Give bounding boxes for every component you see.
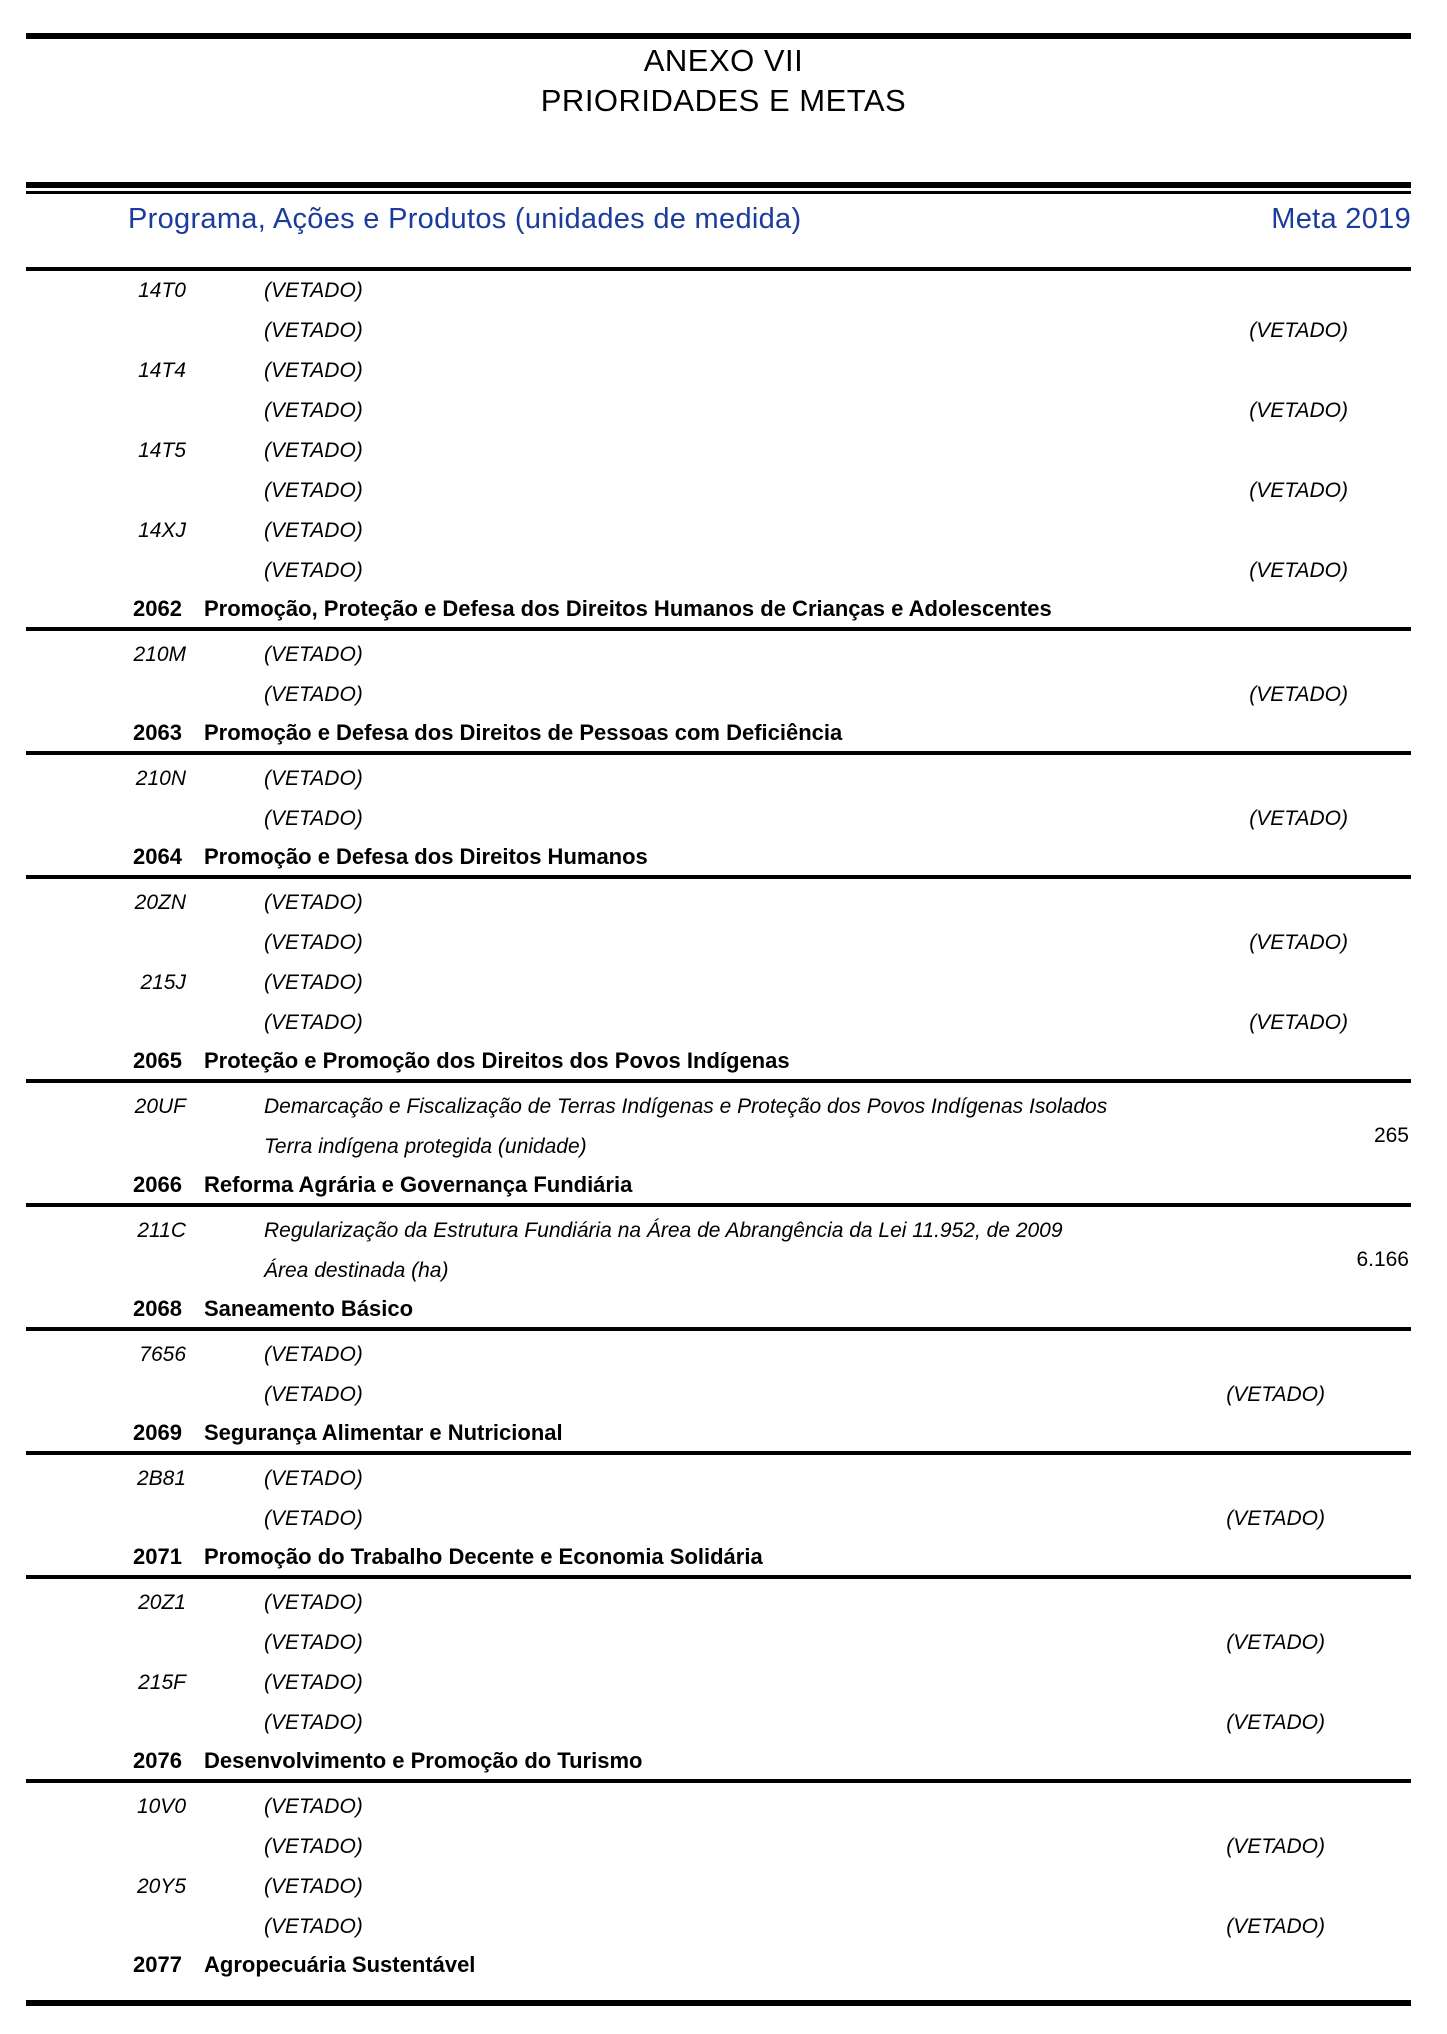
action-description: (VETADO) — [264, 891, 363, 914]
program-row — [26, 715, 1411, 751]
product-row — [26, 1375, 1411, 1415]
product-row — [26, 1003, 1411, 1043]
action-row — [26, 759, 1411, 799]
program-title: Proteção e Promoção dos Direitos dos Povos Indígenas — [204, 1048, 790, 1073]
action-code: 210N — [135, 767, 186, 790]
program-separator-rule — [26, 1079, 1411, 1083]
product-row — [26, 923, 1411, 963]
action-description: Regularização da Estrutura Fundiária na Área de Abrangência da Lei 11.952, de 2009 — [264, 1219, 1063, 1242]
action-description: (VETADO) — [264, 519, 363, 542]
product-description: (VETADO) — [264, 1011, 363, 1034]
action-row — [26, 1335, 1411, 1375]
program-title: Segurança Alimentar e Nutricional — [204, 1420, 563, 1445]
program-code: 2068 — [133, 1296, 182, 1321]
meta-value: (VETADO) — [1249, 683, 1348, 706]
product-row — [26, 1124, 1411, 1167]
document-title — [0, 41, 1447, 121]
program-title: Promoção do Trabalho Decente e Economia Solidária — [204, 1544, 763, 1569]
product-row — [26, 311, 1411, 351]
program-title: Saneamento Básico — [204, 1296, 414, 1321]
program-title: Promoção e Defesa dos Direitos Humanos — [204, 844, 648, 869]
meta-value: (VETADO) — [1226, 1915, 1325, 1938]
action-code: 14XJ — [138, 519, 186, 542]
product-description: (VETADO) — [264, 1915, 363, 1938]
meta-value: (VETADO) — [1226, 1835, 1325, 1858]
product-description: (VETADO) — [264, 1835, 363, 1858]
action-code: 14T5 — [138, 439, 186, 462]
product-description: (VETADO) — [264, 931, 363, 954]
program-separator-rule — [26, 1779, 1411, 1783]
program-separator-rule — [26, 1451, 1411, 1455]
program-code: 2064 — [133, 844, 182, 869]
action-row — [26, 1211, 1411, 1251]
program-separator-rule — [26, 1327, 1411, 1331]
product-description: (VETADO) — [264, 399, 363, 422]
action-row — [26, 1867, 1411, 1907]
action-description: (VETADO) — [264, 439, 363, 462]
meta-value: (VETADO) — [1249, 807, 1348, 830]
product-row — [26, 551, 1411, 591]
product-row — [26, 799, 1411, 839]
meta-value: (VETADO) — [1226, 1507, 1325, 1530]
program-row — [26, 1947, 1411, 1983]
meta-value: (VETADO) — [1249, 399, 1348, 422]
product-row — [26, 1499, 1411, 1539]
product-row — [26, 1248, 1411, 1291]
table-body — [26, 271, 1411, 1983]
meta-value: (VETADO) — [1249, 479, 1348, 502]
meta-value: 265 — [1373, 1124, 1409, 1147]
program-row — [26, 1167, 1411, 1203]
product-description: Terra indígena protegida (unidade) — [264, 1135, 587, 1158]
program-row — [26, 1743, 1411, 1779]
double-rule-thin-line — [26, 191, 1411, 194]
product-row — [26, 471, 1411, 511]
product-description: Área destinada (ha) — [264, 1259, 449, 1282]
product-description: (VETADO) — [264, 1631, 363, 1654]
program-code: 2071 — [133, 1544, 182, 1569]
action-row — [26, 635, 1411, 675]
meta-value: (VETADO) — [1249, 931, 1348, 954]
action-code: 215F — [138, 1671, 186, 1694]
action-code: 14T4 — [138, 359, 186, 382]
action-code: 215J — [140, 971, 186, 994]
action-row — [26, 511, 1411, 551]
meta-value: (VETADO) — [1226, 1383, 1325, 1406]
action-description: (VETADO) — [264, 971, 363, 994]
column-header-program: Programa, Ações e Produtos (unidades de medida) — [128, 203, 802, 235]
product-row — [26, 675, 1411, 715]
action-description: (VETADO) — [264, 1875, 363, 1898]
action-code: 210M — [133, 643, 186, 666]
action-description: (VETADO) — [264, 1671, 363, 1694]
header-double-rule — [26, 182, 1411, 194]
action-row — [26, 351, 1411, 391]
action-description: (VETADO) — [264, 643, 363, 666]
program-row — [26, 1415, 1411, 1451]
program-row — [26, 839, 1411, 875]
meta-value: (VETADO) — [1249, 319, 1348, 342]
action-description: (VETADO) — [264, 1795, 363, 1818]
action-code: 7656 — [139, 1343, 186, 1366]
product-description: (VETADO) — [264, 1507, 363, 1530]
program-code: 2066 — [133, 1172, 182, 1197]
program-separator-rule — [26, 751, 1411, 755]
program-title: Desenvolvimento e Promoção do Turismo — [204, 1748, 643, 1773]
program-row — [26, 1291, 1411, 1327]
action-code: 20UF — [134, 1095, 186, 1118]
table-header-row — [26, 196, 1411, 267]
product-row — [26, 1703, 1411, 1743]
action-description: (VETADO) — [264, 1591, 363, 1614]
action-description: (VETADO) — [264, 1343, 363, 1366]
product-description: (VETADO) — [264, 319, 363, 342]
product-description: (VETADO) — [264, 807, 363, 830]
meta-value: 6.166 — [1356, 1248, 1409, 1271]
product-description: (VETADO) — [264, 559, 363, 582]
product-row — [26, 1623, 1411, 1663]
action-row — [26, 1663, 1411, 1703]
program-code: 2062 — [133, 596, 182, 621]
product-row — [26, 1907, 1411, 1947]
action-code: 14T0 — [138, 279, 186, 302]
action-description: (VETADO) — [264, 279, 363, 302]
annex-title: ANEXO VII — [643, 43, 804, 78]
program-separator-rule — [26, 1575, 1411, 1579]
column-header-meta: Meta 2019 — [1271, 203, 1411, 235]
action-row — [26, 963, 1411, 1003]
program-separator-rule — [26, 627, 1411, 631]
annex-subtitle: PRIORIDADES E METAS — [540, 83, 907, 118]
program-code: 2063 — [133, 720, 182, 745]
action-row — [26, 431, 1411, 471]
program-code: 2069 — [133, 1420, 182, 1445]
action-description: (VETADO) — [264, 767, 363, 790]
action-row — [26, 271, 1411, 311]
action-code: 20Y5 — [136, 1875, 186, 1898]
top-rule — [26, 33, 1411, 39]
action-code: 20ZN — [134, 891, 186, 914]
action-code: 20Z1 — [138, 1591, 186, 1614]
product-row — [26, 1827, 1411, 1867]
program-code: 2077 — [133, 1952, 182, 1977]
meta-value: (VETADO) — [1226, 1631, 1325, 1654]
action-row — [26, 1583, 1411, 1623]
program-title: Promoção e Defesa dos Direitos de Pessoas com Deficiência — [204, 720, 843, 745]
program-row — [26, 1539, 1411, 1575]
meta-value: (VETADO) — [1249, 1011, 1348, 1034]
program-row — [26, 1043, 1411, 1079]
program-code: 2076 — [133, 1748, 182, 1773]
action-code: 10V0 — [136, 1795, 186, 1818]
program-title: Agropecuária Sustentável — [204, 1952, 476, 1977]
action-row — [26, 1087, 1411, 1127]
product-row — [26, 391, 1411, 431]
action-code: 2B81 — [136, 1467, 186, 1490]
product-description: (VETADO) — [264, 1383, 363, 1406]
program-separator-rule — [26, 875, 1411, 879]
action-description: Demarcação e Fiscalização de Terras Indígenas e Proteção dos Povos Indígenas Isolados — [264, 1095, 1108, 1118]
action-code: 211C — [137, 1219, 186, 1242]
program-title: Reforma Agrária e Governança Fundiária — [204, 1172, 633, 1197]
action-description: (VETADO) — [264, 359, 363, 382]
program-row — [26, 591, 1411, 627]
action-row — [26, 1459, 1411, 1499]
product-description: (VETADO) — [264, 479, 363, 502]
meta-value: (VETADO) — [1226, 1711, 1325, 1734]
action-row — [26, 1787, 1411, 1827]
program-title: Promoção, Proteção e Defesa dos Direitos Humanos de Crianças e Adolescentes — [204, 596, 1052, 621]
action-row — [26, 883, 1411, 923]
program-code: 2065 — [133, 1048, 182, 1073]
action-description: (VETADO) — [264, 1467, 363, 1490]
program-separator-rule — [26, 1203, 1411, 1207]
product-description: (VETADO) — [264, 683, 363, 706]
meta-value: (VETADO) — [1249, 559, 1348, 582]
product-description: (VETADO) — [264, 1711, 363, 1734]
bottom-rule — [26, 2000, 1411, 2006]
